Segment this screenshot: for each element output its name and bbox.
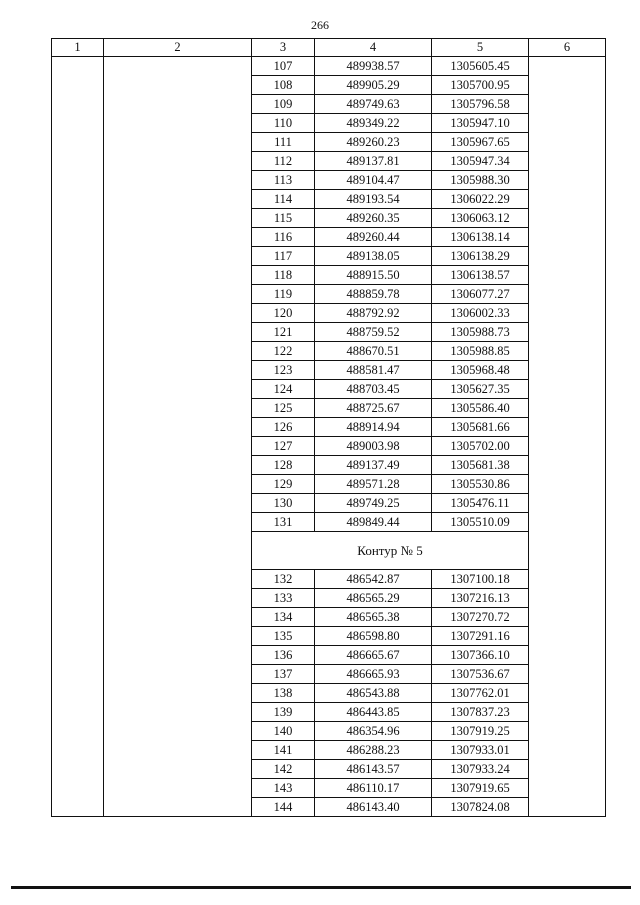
x-coordinate-cell: 489849.44 [315,513,432,532]
y-coordinate-cell: 1305967.65 [432,133,529,152]
point-number-cell: 129 [252,475,315,494]
x-coordinate-cell: 489571.28 [315,475,432,494]
y-coordinate-cell: 1307824.08 [432,798,529,817]
point-number-cell: 113 [252,171,315,190]
x-coordinate-cell: 486288.23 [315,741,432,760]
x-coordinate-cell: 489138.05 [315,247,432,266]
y-coordinate-cell: 1307366.10 [432,646,529,665]
point-number-cell: 133 [252,589,315,608]
point-number-cell: 115 [252,209,315,228]
table-body [52,57,606,817]
y-coordinate-cell: 1305627.35 [432,380,529,399]
x-coordinate-cell: 486542.87 [315,570,432,589]
point-number-cell: 112 [252,152,315,171]
col-2-cell [104,57,252,817]
y-coordinate-cell: 1306138.29 [432,247,529,266]
point-number-cell: 138 [252,684,315,703]
x-coordinate-cell: 486354.96 [315,722,432,741]
x-coordinate-cell: 488914.94 [315,418,432,437]
header-col-1: 1 [52,39,104,57]
y-coordinate-cell: 1306077.27 [432,285,529,304]
y-coordinate-cell: 1306063.12 [432,209,529,228]
point-number-cell: 136 [252,646,315,665]
point-number-cell: 130 [252,494,315,513]
contour-label: Контур № 5 [252,532,529,570]
point-number-cell: 109 [252,95,315,114]
y-coordinate-cell: 1305796.58 [432,95,529,114]
point-number-cell: 107 [252,57,315,76]
x-coordinate-cell: 486543.88 [315,684,432,703]
point-number-cell: 127 [252,437,315,456]
point-number-cell: 122 [252,342,315,361]
point-number-cell: 141 [252,741,315,760]
y-coordinate-cell: 1305586.40 [432,399,529,418]
x-coordinate-cell: 488703.45 [315,380,432,399]
x-coordinate-cell: 486665.93 [315,665,432,684]
x-coordinate-cell: 486665.67 [315,646,432,665]
page-number: 266 [311,18,329,32]
y-coordinate-cell: 1305510.09 [432,513,529,532]
y-coordinate-cell: 1305476.11 [432,494,529,513]
y-coordinate-cell: 1307837.23 [432,703,529,722]
y-coordinate-cell: 1307100.18 [432,570,529,589]
y-coordinate-cell: 1305947.10 [432,114,529,133]
x-coordinate-cell: 489193.54 [315,190,432,209]
x-coordinate-cell: 489260.23 [315,133,432,152]
point-number-cell: 120 [252,304,315,323]
y-coordinate-cell: 1307270.72 [432,608,529,627]
x-coordinate-cell: 489349.22 [315,114,432,133]
x-coordinate-cell: 489137.81 [315,152,432,171]
header-col-4: 4 [315,39,432,57]
y-coordinate-cell: 1305530.86 [432,475,529,494]
x-coordinate-cell: 488725.67 [315,399,432,418]
y-coordinate-cell: 1307933.01 [432,741,529,760]
coordinates-table-container [51,38,606,817]
x-coordinate-cell: 489104.47 [315,171,432,190]
x-coordinate-cell: 489749.63 [315,95,432,114]
point-number-cell: 125 [252,399,315,418]
x-coordinate-cell: 489260.35 [315,209,432,228]
point-number-cell: 131 [252,513,315,532]
x-coordinate-cell: 489749.25 [315,494,432,513]
header-col-3: 3 [252,39,315,57]
y-coordinate-cell: 1307933.24 [432,760,529,779]
y-coordinate-cell: 1306022.29 [432,190,529,209]
point-number-cell: 144 [252,798,315,817]
y-coordinate-cell: 1307216.13 [432,589,529,608]
y-coordinate-cell: 1306002.33 [432,304,529,323]
y-coordinate-cell: 1305702.00 [432,437,529,456]
x-coordinate-cell: 489905.29 [315,76,432,95]
header-col-6: 6 [529,39,606,57]
y-coordinate-cell: 1306138.57 [432,266,529,285]
x-coordinate-cell: 486143.57 [315,760,432,779]
y-coordinate-cell: 1305681.66 [432,418,529,437]
header-col-2: 2 [104,39,252,57]
x-coordinate-cell: 489938.57 [315,57,432,76]
y-coordinate-cell: 1305988.85 [432,342,529,361]
x-coordinate-cell: 489003.98 [315,437,432,456]
y-coordinate-cell: 1305968.48 [432,361,529,380]
point-number-cell: 143 [252,779,315,798]
point-number-cell: 114 [252,190,315,209]
point-number-cell: 119 [252,285,315,304]
point-number-cell: 140 [252,722,315,741]
x-coordinate-cell: 488859.78 [315,285,432,304]
x-coordinate-cell: 486443.85 [315,703,432,722]
y-coordinate-cell: 1305988.73 [432,323,529,342]
x-coordinate-cell: 486598.80 [315,627,432,646]
y-coordinate-cell: 1305605.45 [432,57,529,76]
point-number-cell: 126 [252,418,315,437]
y-coordinate-cell: 1305681.38 [432,456,529,475]
point-number-cell: 110 [252,114,315,133]
x-coordinate-cell: 489137.49 [315,456,432,475]
point-number-cell: 142 [252,760,315,779]
y-coordinate-cell: 1305988.30 [432,171,529,190]
x-coordinate-cell: 486565.29 [315,589,432,608]
point-number-cell: 108 [252,76,315,95]
coordinates-table [51,38,606,817]
y-coordinate-cell: 1307536.67 [432,665,529,684]
x-coordinate-cell: 488759.52 [315,323,432,342]
col-1-cell [52,57,104,817]
y-coordinate-cell: 1307291.16 [432,627,529,646]
point-number-cell: 137 [252,665,315,684]
x-coordinate-cell: 486110.17 [315,779,432,798]
x-coordinate-cell: 488581.47 [315,361,432,380]
header-row [52,39,606,57]
point-number-cell: 111 [252,133,315,152]
y-coordinate-cell: 1307919.25 [432,722,529,741]
header-col-5: 5 [432,39,529,57]
point-number-cell: 118 [252,266,315,285]
point-number-cell: 132 [252,570,315,589]
point-number-cell: 139 [252,703,315,722]
point-number-cell: 134 [252,608,315,627]
x-coordinate-cell: 488670.51 [315,342,432,361]
y-coordinate-cell: 1307762.01 [432,684,529,703]
x-coordinate-cell: 488915.50 [315,266,432,285]
y-coordinate-cell: 1305947.34 [432,152,529,171]
col-6-cell [529,57,606,817]
bottom-rule [11,886,631,889]
x-coordinate-cell: 488792.92 [315,304,432,323]
point-number-cell: 123 [252,361,315,380]
point-number-cell: 124 [252,380,315,399]
y-coordinate-cell: 1305700.95 [432,76,529,95]
y-coordinate-cell: 1307919.65 [432,779,529,798]
x-coordinate-cell: 486565.38 [315,608,432,627]
point-number-cell: 135 [252,627,315,646]
point-number-cell: 116 [252,228,315,247]
y-coordinate-cell: 1306138.14 [432,228,529,247]
x-coordinate-cell: 489260.44 [315,228,432,247]
point-number-cell: 117 [252,247,315,266]
x-coordinate-cell: 486143.40 [315,798,432,817]
point-number-cell: 128 [252,456,315,475]
point-number-cell: 121 [252,323,315,342]
table-row [52,57,606,76]
